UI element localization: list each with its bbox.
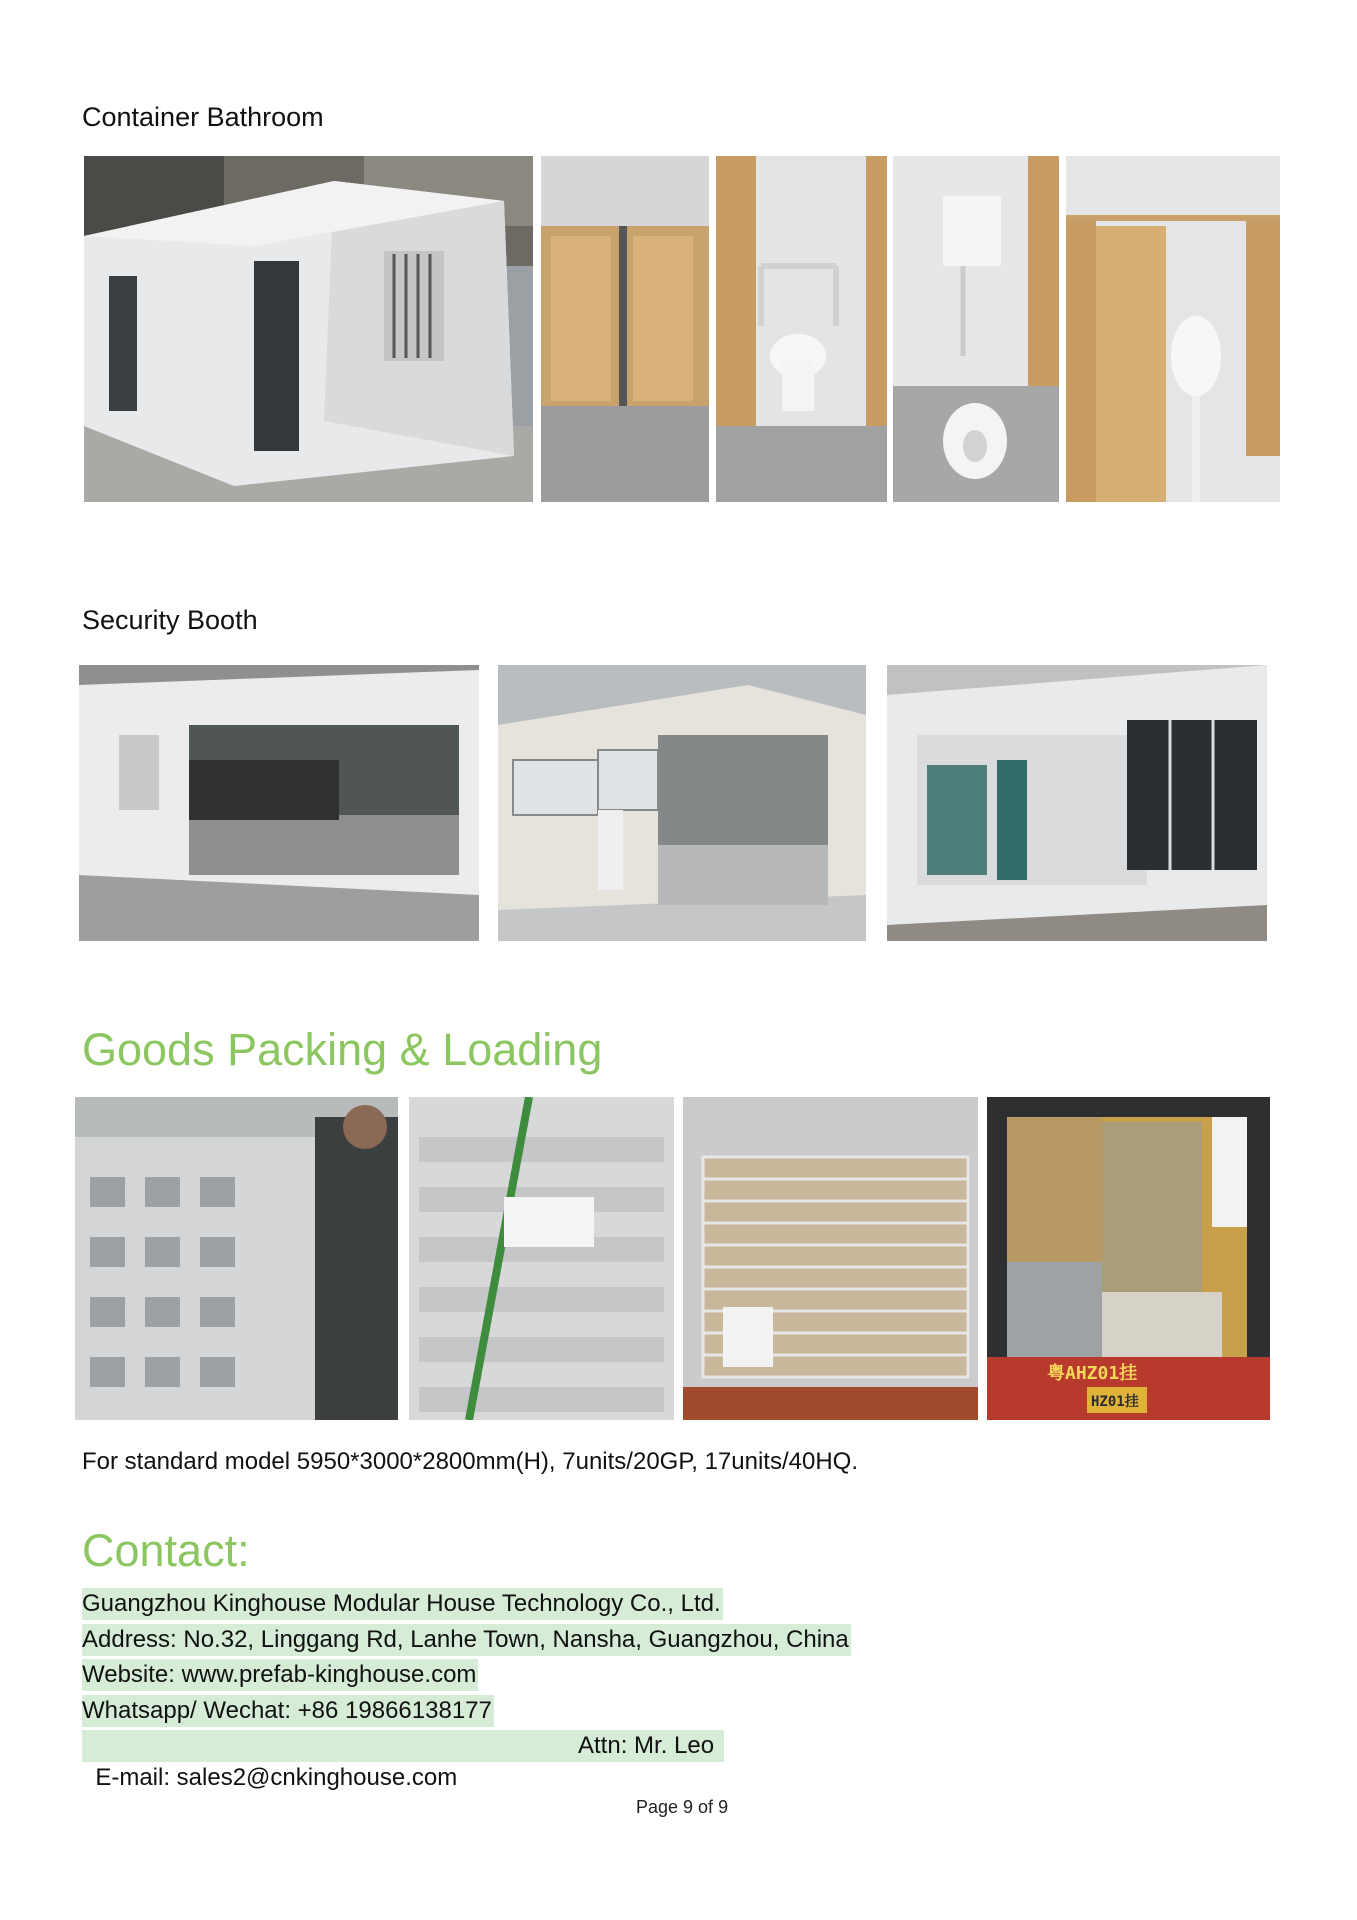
section-title-bathroom: Container Bathroom xyxy=(82,102,324,132)
page-number: Page 9 of 9 xyxy=(636,1797,729,1817)
section-title-goods-packing: Goods Packing & Loading xyxy=(82,1024,603,1075)
photo-booth-glass-office xyxy=(887,665,1267,941)
contact-email-row xyxy=(82,1730,724,1791)
packing-note: For standard model 5950*3000*2800mm(H), 7units/20GP, 17units/40HQ. xyxy=(82,1448,859,1475)
contact-company: Guangzhou Kinghouse Modular House Technology Co., Ltd. xyxy=(82,1588,723,1620)
photo-bathroom-urinal xyxy=(1066,156,1280,502)
section-title-security-booth: Security Booth xyxy=(82,605,258,635)
photo-loading-container-truck xyxy=(987,1097,1270,1420)
photo-booth-open-container xyxy=(79,665,479,941)
photo-bathroom-container-exterior xyxy=(84,156,533,502)
photo-packing-stacked-sheets xyxy=(683,1097,978,1420)
contact-address: Address: No.32, Linggang Rd, Lanhe Town, Nansha, Guangzhou, China xyxy=(82,1624,851,1656)
photo-bathroom-stall-doors xyxy=(541,156,709,502)
photo-booth-guard-room xyxy=(498,665,866,941)
photo-packing-wrapped-panels xyxy=(409,1097,674,1420)
contact-attn: Attn: Mr. Leo xyxy=(578,1732,715,1759)
photo-bathroom-squat-toilet xyxy=(893,156,1059,502)
contact-email[interactable]: E-mail: sales2@cnkinghouse.com xyxy=(95,1764,458,1791)
truck-plate-top-text: 粤AHZ01挂 xyxy=(1047,1363,1138,1384)
photo-bathroom-toilet xyxy=(716,156,887,502)
contact-website[interactable]: Website: www.prefab-kinghouse.com xyxy=(82,1659,478,1691)
contact-whatsapp: Whatsapp/ Wechat: +86 19866138177 xyxy=(82,1695,494,1727)
photo-packing-frames-bundle xyxy=(75,1097,398,1420)
contact-heading: Contact: xyxy=(82,1525,250,1576)
truck-plate-bottom-text: HZ01挂 xyxy=(1091,1394,1139,1410)
